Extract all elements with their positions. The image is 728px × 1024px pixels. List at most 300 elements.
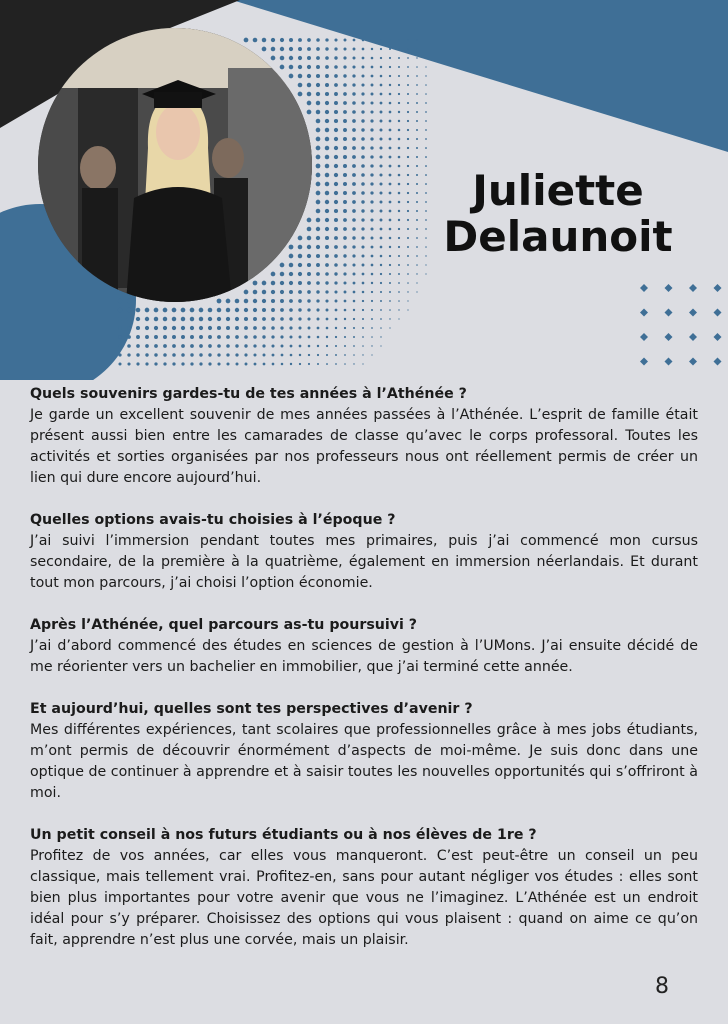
halftone-dot bbox=[407, 39, 408, 40]
halftone-dot bbox=[298, 83, 303, 88]
halftone-dot bbox=[316, 164, 321, 169]
halftone-dot bbox=[371, 57, 374, 60]
halftone-dot bbox=[298, 254, 302, 258]
halftone-dot bbox=[244, 299, 249, 304]
halftone-dot bbox=[398, 138, 401, 141]
halftone-dot bbox=[335, 354, 337, 356]
halftone-dot bbox=[416, 48, 417, 49]
halftone-dot bbox=[334, 74, 338, 78]
halftone-dot bbox=[190, 326, 194, 330]
halftone-dot bbox=[334, 263, 338, 267]
halftone-dot bbox=[307, 227, 312, 232]
halftone-dot bbox=[271, 56, 276, 61]
halftone-dot bbox=[361, 182, 365, 186]
halftone-dot bbox=[343, 236, 347, 240]
halftone-dot bbox=[317, 354, 319, 356]
halftone-dot bbox=[289, 47, 293, 51]
halftone-dot bbox=[307, 110, 312, 115]
halftone-dot bbox=[343, 65, 346, 68]
halftone-dot bbox=[145, 344, 149, 348]
diamond-mark bbox=[714, 309, 722, 317]
question: Et aujourd’hui, quelles sont tes perspectives d’avenir ? bbox=[30, 701, 473, 717]
halftone-dot bbox=[389, 93, 392, 96]
halftone-dot bbox=[362, 300, 364, 302]
halftone-dot bbox=[334, 272, 337, 275]
halftone-dot bbox=[253, 317, 257, 321]
halftone-dot bbox=[127, 308, 132, 313]
halftone-dot bbox=[307, 290, 311, 294]
halftone-dot bbox=[353, 57, 356, 60]
halftone-dot bbox=[298, 74, 303, 79]
portrait-photo bbox=[38, 28, 312, 302]
halftone-dot bbox=[308, 354, 310, 356]
diamond-mark bbox=[665, 309, 673, 317]
halftone-dot bbox=[361, 74, 364, 77]
halftone-dot bbox=[343, 47, 346, 50]
halftone-dot bbox=[343, 200, 347, 204]
halftone-dot bbox=[118, 299, 123, 304]
halftone-dot bbox=[253, 353, 256, 356]
diamond-mark bbox=[689, 309, 697, 317]
halftone-dot bbox=[308, 363, 310, 365]
halftone-dot bbox=[361, 227, 364, 230]
halftone-dot bbox=[353, 345, 355, 347]
halftone-dot bbox=[325, 155, 330, 160]
halftone-dot bbox=[407, 282, 409, 284]
halftone-dot bbox=[289, 281, 293, 285]
halftone-dot bbox=[271, 38, 275, 42]
halftone-dot bbox=[325, 173, 330, 178]
halftone-dot bbox=[371, 273, 374, 276]
halftone-dot bbox=[127, 326, 131, 330]
halftone-dot bbox=[325, 254, 329, 258]
halftone-dot bbox=[380, 246, 383, 249]
halftone-dot bbox=[316, 128, 321, 133]
halftone-dot bbox=[407, 84, 409, 86]
halftone-dot bbox=[352, 245, 355, 248]
halftone-dot bbox=[325, 83, 329, 87]
diamond-mark bbox=[640, 309, 648, 317]
halftone-dot bbox=[416, 102, 418, 104]
halftone-dot bbox=[262, 281, 267, 286]
halftone-dot bbox=[317, 336, 320, 339]
halftone-dot bbox=[325, 38, 328, 41]
halftone-dot bbox=[136, 353, 139, 356]
halftone-dot bbox=[325, 191, 329, 195]
halftone-dot bbox=[344, 354, 346, 356]
halftone-dot bbox=[343, 137, 347, 141]
diamond-mark bbox=[665, 358, 673, 366]
halftone-dot bbox=[172, 335, 176, 339]
halftone-dot bbox=[181, 326, 185, 330]
halftone-dot bbox=[343, 92, 347, 96]
halftone-dot bbox=[262, 308, 266, 312]
halftone-dot bbox=[425, 93, 427, 95]
halftone-dot bbox=[361, 83, 364, 86]
halftone-dot bbox=[425, 102, 427, 104]
halftone-dot bbox=[299, 363, 301, 365]
halftone-dot bbox=[416, 84, 418, 86]
halftone-dot bbox=[352, 182, 356, 186]
halftone-dot bbox=[343, 155, 347, 159]
halftone-dot bbox=[325, 164, 330, 169]
halftone-dot bbox=[118, 353, 121, 356]
halftone-dot bbox=[361, 245, 364, 248]
halftone-dot bbox=[389, 129, 392, 132]
halftone-dot bbox=[326, 363, 328, 365]
halftone-dot bbox=[335, 363, 337, 365]
halftone-dot bbox=[389, 174, 392, 177]
halftone-dot bbox=[334, 245, 338, 249]
page-number: 8 bbox=[655, 974, 669, 999]
halftone-dot bbox=[326, 345, 328, 347]
halftone-dot bbox=[380, 264, 382, 266]
halftone-dot bbox=[343, 146, 347, 150]
halftone-dot bbox=[307, 317, 310, 320]
halftone-dot bbox=[370, 191, 373, 194]
halftone-dot bbox=[353, 48, 356, 51]
halftone-dot bbox=[325, 47, 328, 50]
halftone-dot bbox=[389, 156, 392, 159]
halftone-dot bbox=[371, 93, 374, 96]
halftone-dot bbox=[352, 101, 356, 105]
halftone-dot bbox=[145, 335, 149, 339]
halftone-dot bbox=[325, 272, 329, 276]
halftone-dot bbox=[127, 353, 130, 356]
halftone-dot bbox=[325, 56, 329, 60]
halftone-dot bbox=[272, 363, 275, 366]
halftone-dot bbox=[371, 354, 372, 355]
halftone-dot bbox=[362, 354, 363, 355]
halftone-dot bbox=[136, 344, 140, 348]
halftone-dot bbox=[334, 200, 338, 204]
halftone-dot bbox=[290, 363, 292, 365]
halftone-dot bbox=[343, 110, 347, 114]
halftone-dot bbox=[416, 282, 417, 283]
halftone-dot bbox=[370, 218, 373, 221]
halftone-dot bbox=[371, 84, 374, 87]
halftone-dot bbox=[362, 336, 364, 338]
halftone-dot bbox=[244, 38, 249, 43]
halftone-dot bbox=[352, 164, 356, 168]
halftone-dot bbox=[235, 317, 239, 321]
answer: J’ai suivi l’immersion pendant toutes mes primaires, puis j’ai commencé mon cursus secondaire, de la première à la quatrième, également en immersion néerlandais. Et durant tout mon parcours, j’ai choisi l’option économie. bbox=[30, 533, 698, 591]
halftone-dot bbox=[217, 362, 220, 365]
halftone-dot bbox=[398, 48, 400, 50]
halftone-dot bbox=[353, 300, 356, 303]
halftone-dot bbox=[362, 57, 365, 60]
halftone-dot bbox=[217, 335, 221, 339]
halftone-dot bbox=[398, 309, 399, 310]
halftone-dot bbox=[281, 363, 284, 366]
halftone-dot bbox=[253, 281, 258, 286]
diamond-mark bbox=[714, 358, 722, 366]
halftone-dot bbox=[334, 101, 338, 105]
halftone-dot bbox=[361, 200, 364, 203]
halftone-dot bbox=[389, 147, 392, 150]
halftone-dot bbox=[389, 111, 392, 114]
halftone-dot bbox=[325, 227, 329, 231]
halftone-dot bbox=[389, 228, 392, 231]
halftone-dot bbox=[154, 308, 159, 313]
halftone-dot bbox=[425, 57, 426, 58]
halftone-dot bbox=[298, 308, 301, 311]
halftone-dot bbox=[298, 92, 303, 97]
halftone-dot bbox=[352, 110, 356, 114]
halftone-dot bbox=[298, 38, 302, 42]
halftone-dot bbox=[362, 273, 365, 276]
halftone-dot bbox=[380, 75, 383, 78]
halftone-dot bbox=[325, 263, 329, 267]
halftone-dot bbox=[389, 264, 391, 266]
halftone-dot bbox=[280, 299, 284, 303]
halftone-dot bbox=[352, 227, 356, 231]
halftone-dot bbox=[371, 246, 374, 249]
halftone-dot bbox=[316, 281, 320, 285]
halftone-dot bbox=[334, 164, 338, 168]
halftone-dot bbox=[208, 362, 211, 365]
halftone-dot bbox=[343, 254, 346, 257]
halftone-dot bbox=[379, 155, 382, 158]
halftone-dot bbox=[370, 173, 373, 176]
halftone-dot bbox=[361, 101, 364, 104]
halftone-dot bbox=[398, 165, 401, 168]
halftone-dot bbox=[154, 353, 157, 356]
halftone-dot bbox=[289, 272, 293, 276]
halftone-dot bbox=[298, 290, 302, 294]
halftone-dot bbox=[389, 57, 391, 59]
halftone-dot bbox=[380, 111, 383, 114]
halftone-dot bbox=[253, 38, 258, 43]
halftone-dot bbox=[407, 129, 409, 131]
halftone-dot bbox=[416, 75, 418, 77]
halftone-dot bbox=[425, 165, 427, 167]
halftone-dot bbox=[280, 290, 284, 294]
halftone-dot bbox=[380, 291, 382, 293]
halftone-dot bbox=[352, 146, 356, 150]
halftone-dot bbox=[325, 137, 329, 141]
halftone-dot bbox=[398, 129, 401, 132]
halftone-dot bbox=[370, 209, 373, 212]
halftone-dot bbox=[343, 83, 347, 87]
halftone-dot bbox=[317, 363, 319, 365]
answer: Je garde un excellent souvenir de mes années passées à l’Athénée. L’esprit de famille était présent aussi bien entre les camarades de classe qu’avec le corps professoral. Toutes les activités et sorties organisées par nos professeurs nous ont réellement permis de créer un lien qui dure encore aujourd’hui. bbox=[30, 407, 698, 486]
halftone-dot bbox=[280, 272, 285, 277]
halftone-dot bbox=[416, 156, 418, 158]
halftone-dot bbox=[325, 74, 329, 78]
halftone-dot bbox=[398, 93, 400, 95]
halftone-dot bbox=[244, 344, 247, 347]
halftone-dot bbox=[262, 344, 265, 347]
halftone-dot bbox=[316, 209, 321, 214]
halftone-dot bbox=[307, 65, 311, 69]
last-name: Delaunoit bbox=[443, 212, 673, 261]
halftone-dot bbox=[145, 353, 148, 356]
halftone-dot bbox=[316, 110, 321, 115]
halftone-dot bbox=[190, 317, 194, 321]
halftone-dot bbox=[326, 327, 329, 330]
halftone-dot bbox=[371, 345, 372, 346]
halftone-dot bbox=[343, 272, 346, 275]
halftone-dot bbox=[407, 48, 409, 50]
halftone-dot bbox=[343, 164, 347, 168]
halftone-dot bbox=[370, 128, 373, 131]
halftone-dot bbox=[407, 147, 409, 149]
halftone-dot bbox=[253, 344, 256, 347]
halftone-dot bbox=[379, 164, 382, 167]
halftone-dot bbox=[280, 326, 283, 329]
halftone-dot bbox=[371, 75, 374, 78]
halftone-dot bbox=[371, 66, 374, 69]
halftone-dot bbox=[308, 336, 311, 339]
halftone-dot bbox=[262, 335, 265, 338]
halftone-dot bbox=[362, 255, 365, 258]
halftone-dot bbox=[361, 137, 365, 141]
halftone-dot bbox=[127, 344, 131, 348]
halftone-dot bbox=[335, 327, 337, 329]
halftone-dot bbox=[308, 327, 311, 330]
halftone-dot bbox=[380, 48, 382, 50]
halftone-dot bbox=[380, 93, 383, 96]
halftone-dot bbox=[244, 335, 248, 339]
halftone-dot bbox=[380, 228, 383, 231]
halftone-dot bbox=[389, 309, 391, 311]
halftone-dot bbox=[389, 255, 391, 257]
halftone-dot bbox=[136, 317, 140, 321]
halftone-dot bbox=[307, 74, 311, 78]
halftone-dot bbox=[398, 282, 400, 284]
halftone-dot bbox=[208, 335, 212, 339]
halftone-dot bbox=[199, 317, 203, 321]
halftone-dot bbox=[280, 263, 285, 268]
halftone-dot bbox=[361, 92, 364, 95]
halftone-dot bbox=[326, 336, 328, 338]
halftone-dot bbox=[389, 48, 391, 50]
halftone-dot bbox=[353, 273, 356, 276]
halftone-dot bbox=[163, 344, 167, 348]
halftone-dot bbox=[343, 56, 346, 59]
halftone-dot bbox=[371, 255, 374, 258]
halftone-dot bbox=[361, 236, 364, 239]
halftone-dot bbox=[199, 326, 203, 330]
halftone-dot bbox=[352, 263, 355, 266]
halftone-dot bbox=[370, 155, 373, 158]
halftone-dot bbox=[217, 317, 221, 321]
halftone-dot bbox=[307, 47, 311, 51]
halftone-dot bbox=[379, 191, 382, 194]
halftone-dot bbox=[298, 65, 302, 69]
halftone-dot bbox=[316, 272, 320, 276]
halftone-dot bbox=[362, 345, 364, 347]
halftone-dot bbox=[353, 318, 355, 320]
halftone-dot bbox=[253, 299, 257, 303]
halftone-dot bbox=[262, 38, 267, 43]
halftone-dot bbox=[262, 47, 267, 52]
halftone-dot bbox=[371, 48, 373, 50]
halftone-dot bbox=[398, 66, 400, 68]
halftone-dot bbox=[253, 308, 257, 312]
halftone-dot bbox=[398, 39, 400, 41]
halftone-dot bbox=[271, 272, 276, 277]
halftone-dot bbox=[145, 308, 150, 313]
halftone-dot bbox=[425, 75, 426, 76]
halftone-dot bbox=[352, 137, 356, 141]
halftone-dot bbox=[308, 345, 311, 348]
halftone-dot bbox=[361, 164, 365, 168]
halftone-dot bbox=[325, 128, 329, 132]
halftone-dot bbox=[380, 300, 382, 302]
halftone-dot bbox=[334, 290, 337, 293]
halftone-dot bbox=[325, 290, 328, 293]
halftone-dot bbox=[380, 129, 383, 132]
halftone-dot bbox=[127, 335, 131, 339]
halftone-dot bbox=[389, 210, 392, 213]
halftone-dot bbox=[316, 290, 319, 293]
halftone-dot bbox=[343, 191, 347, 195]
halftone-dot bbox=[316, 308, 319, 311]
diamond-mark bbox=[640, 284, 648, 292]
halftone-dot bbox=[334, 227, 338, 231]
halftone-dot bbox=[425, 84, 427, 86]
diamond-grid bbox=[640, 284, 722, 366]
halftone-dot bbox=[352, 74, 355, 77]
halftone-dot bbox=[226, 299, 231, 304]
halftone-dot bbox=[407, 102, 409, 104]
halftone-dot bbox=[334, 209, 338, 213]
halftone-dot bbox=[398, 75, 400, 77]
halftone-dot bbox=[361, 110, 364, 113]
halftone-dot bbox=[307, 254, 311, 258]
halftone-dot bbox=[299, 345, 302, 348]
halftone-dot bbox=[416, 147, 418, 149]
halftone-dot bbox=[163, 308, 168, 313]
halftone-dot bbox=[362, 309, 364, 311]
halftone-dot bbox=[371, 327, 373, 329]
halftone-dot bbox=[344, 291, 347, 294]
halftone-dot bbox=[271, 326, 275, 330]
halftone-dot bbox=[416, 129, 418, 131]
halftone-dot bbox=[127, 317, 131, 321]
halftone-dot bbox=[389, 273, 391, 275]
halftone-dot bbox=[353, 363, 354, 364]
halftone-dot bbox=[316, 173, 321, 178]
halftone-dot bbox=[334, 83, 338, 87]
halftone-dot bbox=[371, 318, 373, 320]
halftone-dot bbox=[316, 227, 320, 231]
halftone-dot bbox=[280, 47, 284, 51]
halftone-dot bbox=[334, 119, 338, 123]
halftone-dot bbox=[344, 39, 347, 42]
halftone-dot bbox=[263, 354, 266, 357]
halftone-dot bbox=[208, 326, 212, 330]
halftone-dot bbox=[235, 299, 240, 304]
halftone-dot bbox=[416, 165, 418, 167]
halftone-dot bbox=[362, 264, 365, 267]
halftone-dot bbox=[298, 236, 303, 241]
answer: J’ai d’abord commencé des études en sciences de gestion à l’UMons. J’ai ensuite décidé de me réorienter vers un bachelier en immobilier, que j’ai terminé cette année. bbox=[30, 638, 698, 675]
halftone-dot bbox=[181, 344, 185, 348]
halftone-dot bbox=[389, 120, 392, 123]
halftone-dot bbox=[217, 299, 222, 304]
halftone-dot bbox=[208, 353, 211, 356]
halftone-dot bbox=[226, 317, 230, 321]
halftone-dot bbox=[298, 272, 302, 276]
halftone-dot bbox=[334, 173, 338, 177]
halftone-dot bbox=[398, 156, 401, 159]
halftone-dot bbox=[334, 146, 338, 150]
halftone-dot bbox=[379, 146, 382, 149]
halftone-dot bbox=[199, 344, 203, 348]
